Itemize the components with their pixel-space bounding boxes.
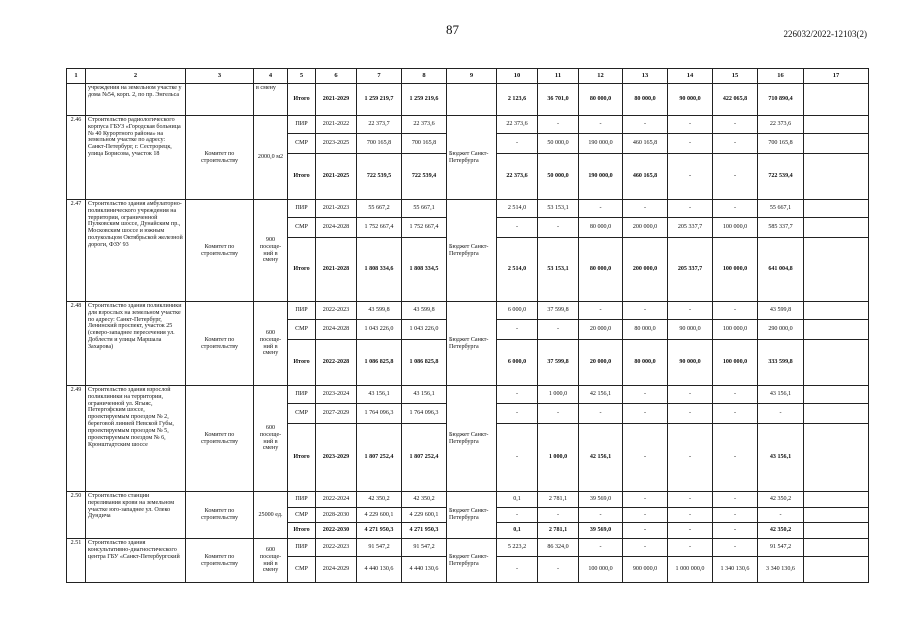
capacity: 900 посеще-ний в смену [254, 200, 288, 302]
cell-value: 700 165,8 [402, 134, 447, 154]
cell-note [804, 523, 869, 539]
cell-value: 37 599,8 [538, 340, 579, 386]
cell-value: - [668, 134, 713, 154]
cell-value: 53 153,1 [538, 200, 579, 218]
cell-period: 2021-2022 [316, 116, 357, 134]
cell-value: 333 599,8 [758, 340, 804, 386]
cell-value: 1 086 825,8 [357, 340, 402, 386]
cell-stage: ПИР [288, 492, 316, 508]
header-cell: 16 [758, 69, 804, 84]
capacity: 600 посеще-ний в смену [254, 539, 288, 583]
header-cell: 1 [67, 69, 86, 84]
header-cell: 8 [402, 69, 447, 84]
cell-value: - [713, 134, 758, 154]
cell-period: 2022-2023 [316, 539, 357, 557]
cell-value: 700 165,8 [357, 134, 402, 154]
cell-note [804, 84, 869, 116]
cell-period: 2022-2024 [316, 492, 357, 508]
cell-value: 39 569,0 [579, 492, 623, 508]
cell-note [804, 200, 869, 218]
cell-value: 205 337,7 [668, 218, 713, 238]
cell-stage: ПИР [288, 302, 316, 320]
cell-value: 4 229 600,1 [357, 508, 402, 523]
row-number: 2.51 [67, 539, 86, 583]
cell-period: 2023-2029 [316, 424, 357, 492]
cell-period: 2022-2030 [316, 523, 357, 539]
cell-value: 3 340 130,6 [758, 557, 804, 583]
table-row [67, 200, 869, 218]
cell-stage: Итого [288, 523, 316, 539]
cell-stage: ПИР [288, 116, 316, 134]
cell-value: - [758, 508, 804, 523]
cell-value: - [668, 116, 713, 134]
header-cell: 15 [713, 69, 758, 84]
cell-value: - [497, 557, 538, 583]
cell-value: 43 156,1 [758, 386, 804, 404]
cell-value: 1 043 226,0 [402, 320, 447, 340]
object-name: учреждения на земельном участке у дома №54, корп. 2, по пр. Энгельса [86, 84, 186, 116]
cell-value: 90 000,0 [668, 320, 713, 340]
capacity: 600 посеще-ний в смену [254, 386, 288, 492]
cell-value: 2 781,1 [538, 492, 579, 508]
cell-value: - [579, 539, 623, 557]
cell-value: 0,1 [497, 523, 538, 539]
cell-value: 4 271 950,3 [402, 523, 447, 539]
cell-value: 55 667,1 [402, 200, 447, 218]
cell-value: - [713, 386, 758, 404]
cell-value: 0,1 [497, 492, 538, 508]
cell-value: - [668, 424, 713, 492]
cell-value: 2 123,6 [497, 84, 538, 116]
header-cell: 4 [254, 69, 288, 84]
cell-value: 50 000,0 [538, 134, 579, 154]
cell-value: 100 000,0 [713, 238, 758, 302]
cell-stage: ПИР [288, 200, 316, 218]
cell-period: 2024-2029 [316, 557, 357, 583]
cell-value: 190 000,0 [579, 154, 623, 200]
cell-value: 460 165,8 [623, 154, 668, 200]
cell-value: - [713, 508, 758, 523]
cell-value: - [497, 134, 538, 154]
row-number: 2.47 [67, 200, 86, 302]
cell-value: 641 004,8 [758, 238, 804, 302]
cell-value: 1 086 825,8 [402, 340, 447, 386]
cell-value: 80 000,0 [579, 84, 623, 116]
funding-source: Бюджет Санкт-Петербурга [447, 302, 497, 386]
cell-value: - [623, 404, 668, 424]
cell-value: - [538, 116, 579, 134]
cell-value: 80 000,0 [579, 238, 623, 302]
customer: Комитет по строительству [186, 302, 254, 386]
object-name: Строительство станции переливания крови на земельном участке юго-западнее ул. Олеко Дундича [86, 492, 186, 539]
cell-value: - [538, 320, 579, 340]
cell-value: - [713, 492, 758, 508]
row-number: 2.50 [67, 492, 86, 539]
cell-value: 22 373,6 [402, 116, 447, 134]
object-name: Строительство здания консультативно-диагностического центра ГБУ «Санкт-Петербургский [86, 539, 186, 583]
header-cell: 6 [316, 69, 357, 84]
cell-value: 2 514,0 [497, 238, 538, 302]
customer [186, 84, 254, 116]
cell-value: 91 547,2 [357, 539, 402, 557]
continuation-row [67, 84, 869, 116]
cell-value: - [713, 200, 758, 218]
row-number [67, 84, 86, 116]
cell-value: 42 350,2 [357, 492, 402, 508]
funding-source: Бюджет Санкт-Петербурга [447, 200, 497, 302]
cell-value: 205 337,7 [668, 238, 713, 302]
capacity: 2000,0 м2 [254, 116, 288, 200]
cell-value: 50 000,0 [538, 154, 579, 200]
cell-value: - [579, 404, 623, 424]
table-row [67, 302, 869, 320]
cell-value: 4 271 950,3 [357, 523, 402, 539]
cell-value: - [713, 523, 758, 539]
cell-value: - [579, 302, 623, 320]
cell-value: 1 259 219,7 [357, 84, 402, 116]
cell-note [804, 320, 869, 340]
cell-value: 80 000,0 [623, 340, 668, 386]
cell-note [804, 116, 869, 134]
cell-value: 1 000,0 [538, 386, 579, 404]
cell-note [804, 218, 869, 238]
cell-value: 1 808 334,5 [402, 238, 447, 302]
cell-period: 2021-2029 [316, 84, 357, 116]
cell-value: 86 324,0 [538, 539, 579, 557]
cell-value: - [668, 492, 713, 508]
cell-value: - [497, 386, 538, 404]
cell-value: - [623, 200, 668, 218]
funding-source: Бюджет Санкт-Петербурга [447, 386, 497, 492]
cell-value: 710 890,4 [758, 84, 804, 116]
customer: Комитет по строительству [186, 200, 254, 302]
cell-value: 460 165,8 [623, 134, 668, 154]
cell-value: - [579, 200, 623, 218]
cell-value: - [538, 557, 579, 583]
cell-value: 4 440 130,6 [402, 557, 447, 583]
cell-value: 91 547,2 [758, 539, 804, 557]
cell-value: 422 065,8 [713, 84, 758, 116]
cell-value: 80 000,0 [623, 320, 668, 340]
funding-source: Бюджет Санкт-Петербурга [447, 492, 497, 539]
customer: Комитет по строительству [186, 116, 254, 200]
cell-value: - [623, 116, 668, 134]
cell-stage: СМР [288, 218, 316, 238]
header-cell: 2 [86, 69, 186, 84]
cell-value: 722 539,5 [357, 154, 402, 200]
cell-value: 36 701,0 [538, 84, 579, 116]
cell-note [804, 238, 869, 302]
funding-source: Бюджет Санкт-Петербурга [447, 116, 497, 200]
cell-period: 2024-2028 [316, 320, 357, 340]
cell-note [804, 404, 869, 424]
object-name: Строительство здания взрослой поликлиники на территории, ограниченной ул. Ягыяс, Петергофским шоссе, проектируемым проездом № 2, береговой линией Невской Губы, проектируемым проездом № 5, проектируемым поездом № 6, Кронштадтским шоссе [86, 386, 186, 492]
cell-value: 722 539,4 [402, 154, 447, 200]
header-cell: 14 [668, 69, 713, 84]
cell-value: - [623, 424, 668, 492]
cell-value: - [668, 508, 713, 523]
cell-value: 1 808 334,6 [357, 238, 402, 302]
cell-value: - [668, 302, 713, 320]
header-cell: 5 [288, 69, 316, 84]
capacity: 25000 ед. [254, 492, 288, 539]
cell-value: 1 807 252,4 [402, 424, 447, 492]
cell-value: 55 667,1 [758, 200, 804, 218]
cell-value: - [668, 539, 713, 557]
cell-note [804, 340, 869, 386]
header-cell: 11 [538, 69, 579, 84]
cell-value: - [623, 386, 668, 404]
cell-value: - [538, 404, 579, 424]
cell-value: 90 000,0 [668, 84, 713, 116]
document-number: 226032/2022-12103(2) [783, 29, 867, 39]
cell-value: 22 373,6 [758, 116, 804, 134]
cell-value: - [497, 320, 538, 340]
cell-value: - [497, 424, 538, 492]
cell-note [804, 386, 869, 404]
table-row [67, 492, 869, 508]
cell-value: - [623, 492, 668, 508]
table-body [67, 69, 869, 583]
cell-value: 585 337,7 [758, 218, 804, 238]
cell-value: - [538, 218, 579, 238]
cell-value: 1 752 667,4 [357, 218, 402, 238]
cell-value: - [668, 200, 713, 218]
cell-value: - [713, 302, 758, 320]
cell-value: - [713, 424, 758, 492]
cell-value: 4 440 130,6 [357, 557, 402, 583]
cell-value: - [668, 523, 713, 539]
cell-value: 43 599,8 [402, 302, 447, 320]
cell-value: 20 000,0 [579, 340, 623, 386]
funding-source: Бюджет Санкт-Петербурга [447, 539, 497, 583]
cell-value: 1 000,0 [538, 424, 579, 492]
cell-note [804, 492, 869, 508]
cell-value: 80 000,0 [623, 84, 668, 116]
cell-value: 55 667,2 [357, 200, 402, 218]
cell-value: 100 000,0 [579, 557, 623, 583]
table-row [67, 539, 869, 557]
cell-value: 22 373,6 [497, 116, 538, 134]
header-cell: 10 [497, 69, 538, 84]
cell-value: 190 000,0 [579, 134, 623, 154]
cell-value: 80 000,0 [579, 218, 623, 238]
cell-value: 6 000,0 [497, 302, 538, 320]
cell-value: - [623, 523, 668, 539]
header-row [67, 69, 869, 84]
cell-period: 2027-2029 [316, 404, 357, 424]
cell-value: 37 599,8 [538, 302, 579, 320]
page-number: 87 [446, 22, 459, 37]
table-row [67, 386, 869, 404]
cell-stage: Итого [288, 154, 316, 200]
cell-value: - [497, 404, 538, 424]
cell-value: 200 000,0 [623, 218, 668, 238]
cell-value: 43 156,1 [758, 424, 804, 492]
cell-value: 91 547,2 [402, 539, 447, 557]
cell-value: - [497, 508, 538, 523]
cell-stage: Итого [288, 238, 316, 302]
cell-value: - [713, 404, 758, 424]
cell-value: - [758, 404, 804, 424]
cell-note [804, 302, 869, 320]
cell-value: - [579, 116, 623, 134]
header-cell: 7 [357, 69, 402, 84]
row-number: 2.46 [67, 116, 86, 200]
cell-value: 722 539,4 [758, 154, 804, 200]
cell-value: 20 000,0 [579, 320, 623, 340]
cell-value: 22 373,7 [357, 116, 402, 134]
cell-value: - [579, 508, 623, 523]
cell-note [804, 154, 869, 200]
customer: Комитет по строительству [186, 539, 254, 583]
header-cell: 12 [579, 69, 623, 84]
cell-stage: Итого [288, 84, 316, 116]
cell-value: 42 350,2 [758, 492, 804, 508]
cell-value: 1 752 667,4 [402, 218, 447, 238]
cell-value: - [668, 154, 713, 200]
cell-stage: Итого [288, 424, 316, 492]
row-number: 2.49 [67, 386, 86, 492]
cell-value: 700 165,8 [758, 134, 804, 154]
cell-value: 5 223,2 [497, 539, 538, 557]
object-name: Строительство здания амбулаторно-поликлинического учреждения на территории, ограниченной Пулковским шоссе, Дунайским пр., Московским шоссе и южным полукольцом Октябрьской железной дороги, ФЗУ 93 [86, 200, 186, 302]
cell-value: 43 599,8 [357, 302, 402, 320]
cell-period: 2024-2028 [316, 218, 357, 238]
cell-note [804, 508, 869, 523]
cell-stage: СМР [288, 404, 316, 424]
cell-value: 100 000,0 [713, 218, 758, 238]
funding-source [447, 84, 497, 116]
cell-value: 22 373,6 [497, 154, 538, 200]
cell-value: 43 156,1 [402, 386, 447, 404]
header-cell: 17 [804, 69, 869, 84]
cell-value: 100 000,0 [713, 320, 758, 340]
cell-value: 39 569,0 [579, 523, 623, 539]
header-cell: 13 [623, 69, 668, 84]
object-name: Строительство радиологического корпуса ГБУЗ «Городская больница № 40 Курортного района» на земельном участке по адресу: Санкт-Петербург, г. Сестрорецк, улица Борисова, участок 18 [86, 116, 186, 200]
cell-period: 2023-2024 [316, 386, 357, 404]
header-cell: 3 [186, 69, 254, 84]
cell-period: 2021-2025 [316, 154, 357, 200]
cell-value: 1 340 130,6 [713, 557, 758, 583]
cell-value: - [668, 404, 713, 424]
cell-period: 2028-2030 [316, 508, 357, 523]
cell-value: 290 000,0 [758, 320, 804, 340]
cell-stage: СМР [288, 320, 316, 340]
cell-value: 900 000,0 [623, 557, 668, 583]
cell-value: - [713, 154, 758, 200]
cell-value: 1 259 219,6 [402, 84, 447, 116]
cell-value: 42 156,1 [579, 386, 623, 404]
cell-period: 2021-2023 [316, 200, 357, 218]
cell-value: - [623, 539, 668, 557]
cell-value: 200 000,0 [623, 238, 668, 302]
cell-value: 90 000,0 [668, 340, 713, 386]
cell-note [804, 557, 869, 583]
cell-value: 1 000 000,0 [668, 557, 713, 583]
cell-note [804, 539, 869, 557]
cell-note [804, 134, 869, 154]
cell-value: 1 764 096,3 [402, 404, 447, 424]
cell-value: 42 350,2 [758, 523, 804, 539]
cell-value: 100 000,0 [713, 340, 758, 386]
cell-value: 6 000,0 [497, 340, 538, 386]
cell-period: 2021-2028 [316, 238, 357, 302]
cell-value: - [713, 116, 758, 134]
customer: Комитет по строительству [186, 386, 254, 492]
cell-stage: ПИР [288, 386, 316, 404]
capacity: в смену [254, 84, 288, 116]
cell-value: 2 514,0 [497, 200, 538, 218]
capacity: 600 посеще-ний в смену [254, 302, 288, 386]
cell-stage: ПИР [288, 539, 316, 557]
customer: Комитет по строительству [186, 492, 254, 539]
budget-table [66, 68, 869, 583]
cell-stage: СМР [288, 134, 316, 154]
cell-value: - [538, 508, 579, 523]
table-row [67, 116, 869, 134]
cell-value: - [623, 508, 668, 523]
cell-value: 1 807 252,4 [357, 424, 402, 492]
cell-period: 2023-2025 [316, 134, 357, 154]
cell-value: 1 764 096,3 [357, 404, 402, 424]
cell-value: 1 043 226,0 [357, 320, 402, 340]
cell-value: - [668, 386, 713, 404]
cell-value: 42 156,1 [579, 424, 623, 492]
cell-stage: СМР [288, 508, 316, 523]
cell-period: 2022-2028 [316, 340, 357, 386]
object-name: Строительство здания поликлиники для взрослых на земельном участке по адресу: Санкт-Петербург, Ленинский проспект, участок 25 (северо-западнее пересечения ул. Доблести и улицы Маршала Захарова) [86, 302, 186, 386]
cell-value: 4 229 600,1 [402, 508, 447, 523]
cell-value: 43 156,1 [357, 386, 402, 404]
cell-value: 53 153,1 [538, 238, 579, 302]
cell-note [804, 424, 869, 492]
cell-value: 43 599,8 [758, 302, 804, 320]
cell-stage: Итого [288, 340, 316, 386]
cell-value: 42 350,2 [402, 492, 447, 508]
cell-value: - [623, 302, 668, 320]
cell-value: - [497, 218, 538, 238]
header-cell: 9 [447, 69, 497, 84]
cell-stage: СМР [288, 557, 316, 583]
cell-period: 2022-2023 [316, 302, 357, 320]
cell-value: 2 781,1 [538, 523, 579, 539]
cell-value: - [713, 539, 758, 557]
row-number: 2.48 [67, 302, 86, 386]
